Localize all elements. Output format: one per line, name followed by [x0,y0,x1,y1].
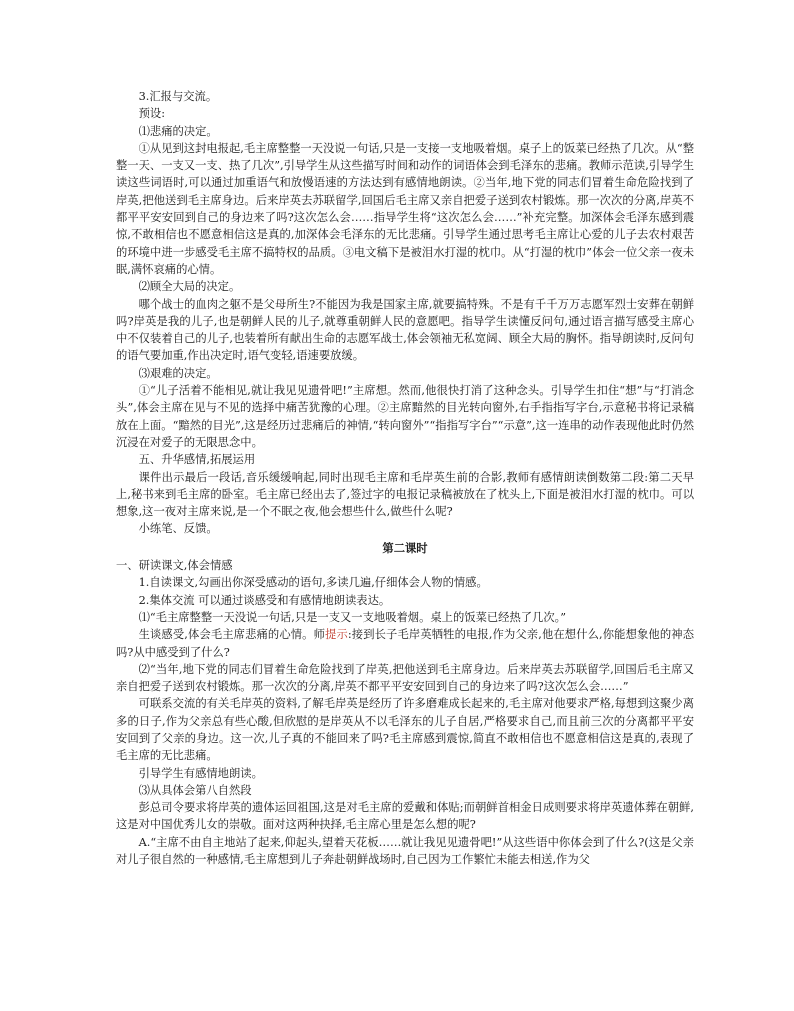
quote-2: ⑵“当年,地下党的同志们冒着生命危险找到了岸英,把他送到毛主席身边。后来岸英去苏联留学,回国后毛主席又亲自把爱子送到农村锻炼。那一次次的分离,岸英不都平平安安回到自己的身边来了吗?这次怎么会……” [116,662,694,694]
paragraph-student-feelings [116,626,694,661]
step-1-read: 1.自读课文,勾画出你深受感动的语句,多读几遍,仔细体会人物的情感。 [138,576,488,590]
subheading-hard-decision: ⑶艰难的决定。 [138,366,218,380]
document-body [116,88,694,868]
subheading-sad-decision: ⑴悲痛的决定。 [138,124,218,138]
paragraph-anying-background: 可联系交流的有关毛岸英的资料,了解毛岸英是经历了许多磨难成长起来的,毛主席对他要求严格,每想到这聚少离多的日子,作为父亲总有些心酸,但欣慰的是岸英从不以毛泽东的儿子自居,严格要求自己,而且前三次的分离都平平安安回到了父亲的身边。这一次,儿子真的不能回来了吗?毛主席感到震惊,简直不敢相信也不愿意相信这是真的,表现了毛主席的无比悲痛。 [116,697,694,763]
paragraph-sad-decision: ①从见到这封电报起,毛主席整整一天没说一句话,只是一支接一支地吸着烟。桌子上的饭菜已经热了几次。从“整整一天、一支又一支、热了几次”,引导学生从这些描写时间和动作的词语体会到毛泽东的悲痛。教师示范读,引导学生读这些词语时,可以通过加重语气和放慢语速的方法达到有感情地朗读。②当年,地下党的同志们冒着生命危险找到了岸英,把他送到毛主席身边。后来岸英去苏联留学,回国后毛主席又亲自把爱子送到农村锻炼。那一次次的分离,岸英不都平平安安回到自己的身边来了吗?这次怎么会……指导学生将“这次怎么会……”补充完整。加深体会毛泽东感到震惊,不敢相信也不愿意相信这是真的,加深体会毛泽东的无比悲痛。引导学生通过思考毛主席让心爱的儿子去农村艰苦的环境中进一步感受毛主席不搞特权的品质。③电文稿下是被泪水打湿的枕巾。从“打湿的枕巾”体会一位父亲一夜未眠,满怀哀痛的心情。 [116,141,694,276]
section-step-3: 3.汇报与交流。 [138,90,218,103]
tip-highlight: 提示 [325,628,348,642]
paragraph-point-a: A.“主席不由自主地站了起来,仰起头,望着天花板……就让我见见遗骨吧!”从这些语中你体会到了什么?(这是父亲对儿子很自然的一种感情,毛主席想到儿子奔赴朝鲜战场时,自己因为工作繁忙未能去相送,作为父 [116,835,694,867]
lesson-two-section-one: 一、研读课文,体会情感 [116,559,233,573]
guide-reading: 引导学生有感情地朗读。 [138,766,263,780]
student-feelings-text-c: :接到长子毛岸英牺牲的电报,作为父亲,他在想什么,你能想象他的神态吗?从中感受到了什么? [116,628,694,659]
practice-feedback: 小练笔、反馈。 [138,522,218,536]
preset-label: 预设: [138,107,165,121]
paragraph-overall-decision: 哪个战士的血肉之躯不是父母所生?不能因为我是国家主席,就要搞特殊。不是有千千万万志愿军烈士安葬在朝鲜吗?岸英是我的儿子,也是朝鲜人民的儿子,就尊重朝鲜人民的意愿吧。指导学生读懂反问句,通过语言描写感受主席心中不仅装着自己的儿子,也装着所有献出生命的志愿军战士,体会领袖无私宽阔、顾全大局的胸怀。指导朗读时,反问句的语气要加重,作出决定时,语气变轻,语速要放缓。 [116,297,694,363]
paragraph-hard-decision: ①“儿子活着不能相见,就让我见见遗骨吧!”主席想。然而,他很快打消了这种念头。引导学生扣住“想”与“打消念头”,体会主席在见与不见的选择中痛苦犹豫的心理。②主席黯然的目光转向窗外,右手指指写字台,示意秘书将记录稿放在上面。“黯然的目光”,这是经历过悲痛后的神情,“转向窗外”“指指写字台”“示意”,这一连串的动作表现他此时仍然沉浸在对爱子的无限思念中。 [116,384,694,449]
quote-1: ⑴“毛主席整整一天没说一句话,只是一支又一支地吸着烟。桌上的饭菜已经热了几次。” [138,610,567,624]
subheading-overall-decision: ⑵顾全大局的决定。 [138,280,241,294]
step-2-share: 2.集体交流 可以通过谈感受和有感情地朗读表达。 [138,593,391,607]
student-feelings-text-a: 生谈感受,体会毛主席悲痛的心情。师 [138,628,326,642]
paragraph-two-choices: 彭总司令要求将岸英的遗体运回祖国,这是对毛主席的爱戴和体贴;而朝鲜首相金日成则要求将岸英遗体葬在朝鲜,这是对中国优秀儿女的崇敬。面对这两种抉择,毛主席心里是怎么想的呢? [116,801,694,832]
lesson-two-title: 第二课时 [382,540,428,555]
section-five-heading: 五、升华感情,拓展运用 [138,453,256,467]
subheading-paragraph-eight: ⑶从具体会第八自然段 [138,783,252,797]
paragraph-section-five: 课件出示最后一段话,音乐缓缓响起,同时出现毛主席和毛岸英生前的合影,教师有感情朗读倒数第二段:第二天早上,秘书来到毛主席的卧室。毛主席已经出去了,签过字的电报记录稿被放在了枕头上,下面是被泪水打湿的枕巾。可以想象,这一夜对主席来说,是一个不眠之夜,他会想些什么,做些什么呢? [116,470,694,519]
